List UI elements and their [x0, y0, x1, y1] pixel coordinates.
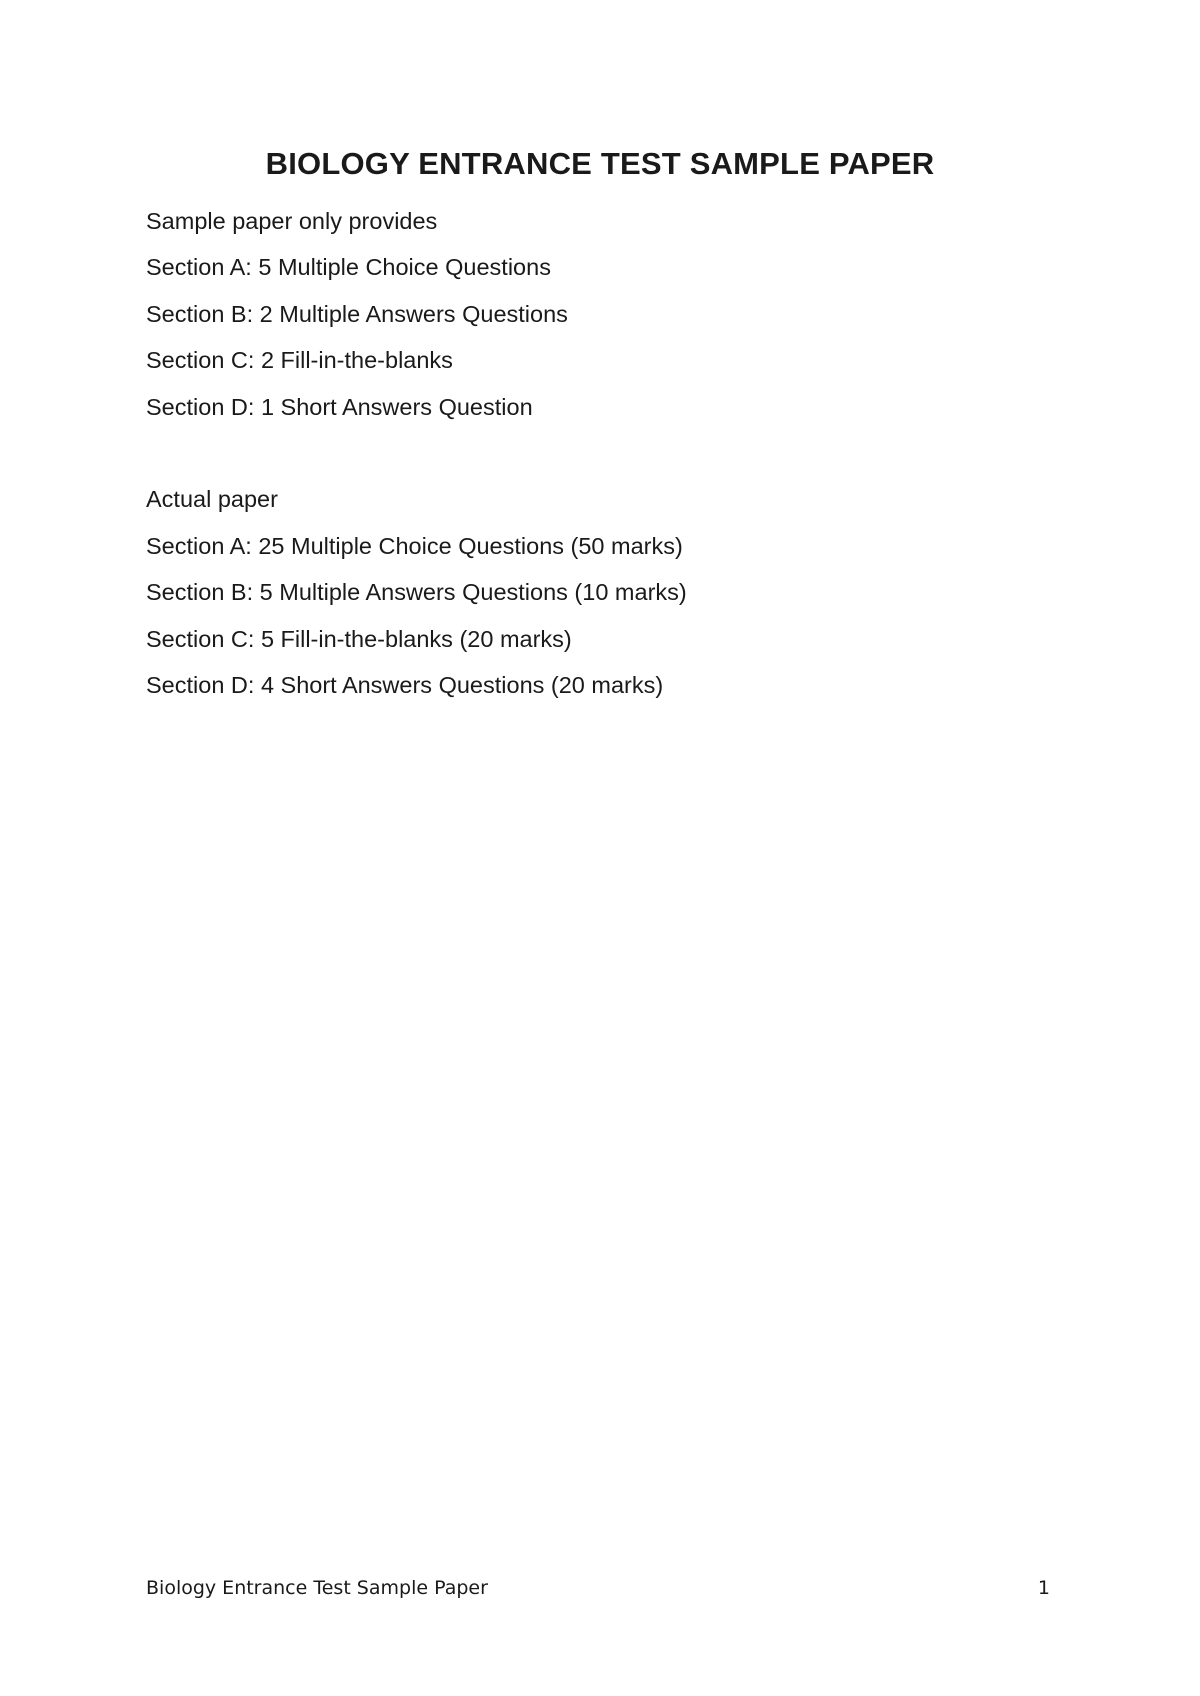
- actual-section-c: Section C: 5 Fill-in-the-blanks (20 marks): [146, 625, 572, 652]
- page-number: 1: [1037, 1577, 1050, 1599]
- sample-section-b: Section B: 2 Multiple Answers Questions: [146, 300, 568, 327]
- page-footer: [146, 1577, 1050, 1599]
- actual-section-d: Section D: 4 Short Answers Questions (20 marks): [146, 671, 664, 698]
- paragraph-spacer: [146, 430, 1046, 476]
- sample-section-a: Section A: 5 Multiple Choice Questions: [146, 254, 551, 281]
- sample-section-c: Section C: 2 Fill-in-the-blanks: [146, 347, 453, 374]
- actual-paper-heading: Actual paper: [146, 486, 278, 513]
- footer-text: Biology Entrance Test Sample Paper: [146, 1577, 488, 1599]
- sample-paper-heading: Sample paper only provides: [146, 208, 438, 234]
- actual-section-a: Section A: 25 Multiple Choice Questions (50 marks): [146, 532, 683, 559]
- page-title: BIOLOGY ENTRANCE TEST SAMPLE PAPER: [265, 146, 935, 181]
- actual-section-b: Section B: 5 Multiple Answers Questions (10 marks): [146, 579, 687, 606]
- sample-section-d: Section D: 1 Short Answers Question: [146, 393, 533, 420]
- document-body: [146, 198, 1046, 708]
